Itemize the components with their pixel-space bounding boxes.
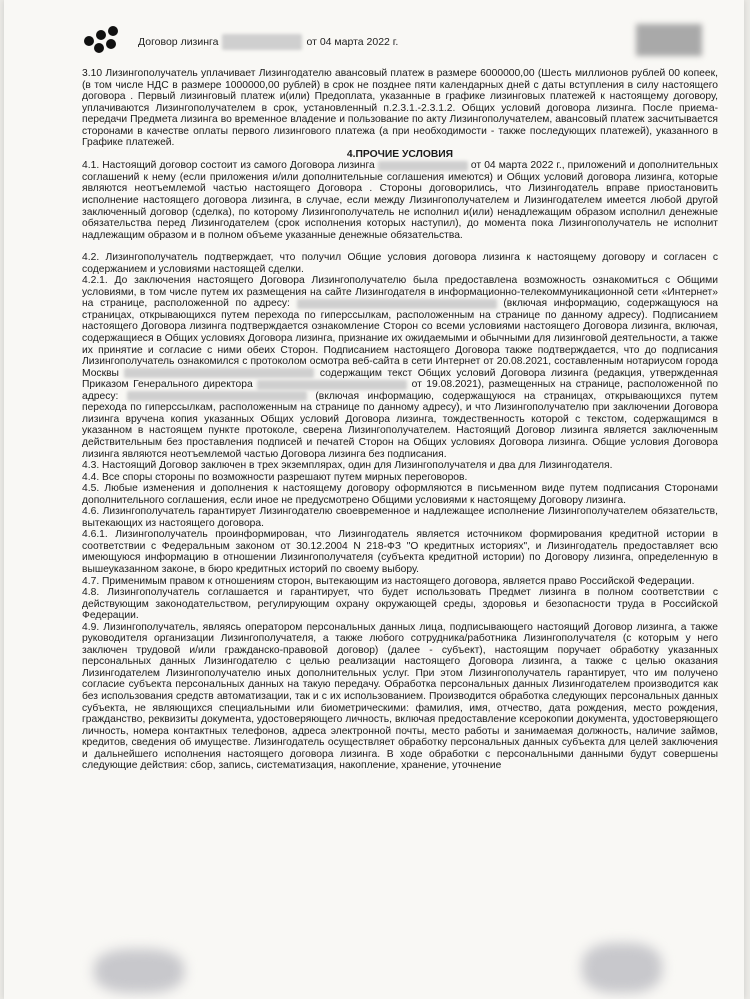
clause-3-10: 3.10 Лизингополучатель уплачивает Лизингодателю авансовый платеж в размере 6000000,00 (Шесть миллионов рублей 00 копеек, (в том числе НДС в размере 1000000,00 рублей) в срок не позднее пяти календарных дней с даты вступления в силу настоящего договора . Первый лизинговый платеж и(или) Предоплата, указанные в графике лизинговых платежей к настоящему договору, уплачиваются Лизингополучателем в срок, установленный п.2.3.1.-2.3.1.2. Общих условий договора лизинга. После приема-передачи Предмета лизинга во временное владение и пользование по акту Лизингополучателем, авансовый платеж засчитывается сторонами в качестве оплаты первого лизингового платежа (а при необходимости - также последующих платежей), указанного в Графике платежей. (82, 68, 718, 149)
document-page (4, 0, 744, 999)
clause-4-1-part-b: от 04 марта 2022 г., приложений и дополнительных соглашений к нему (если приложения и/или дополнительные соглашения имеются) и Общих условий договора лизинга, которые являются неотъемлемой частью настоящего Договора . Стороны договорились, что Лизингодатель вправе приостановить исполнение настоящего договора лизинга, в случае, если между Лизингополучателем и Лизингодателем имеется любой другой заключенный договор (сделка), по которому Лизингополучатель не исполнил и(или) ненадлежащим образом исполнил денежные обязательства перед Лизингодателем (срок исполнения которых наступил), до момента пока Лизингополучатель не исполнит надлежащим образом и в полном объеме указанные денежные обязательства. (82, 160, 718, 241)
redacted-order (257, 380, 407, 390)
clause-4-2-1-part-d: от 19.08.2021), размещенных на странице, расположенной по адресу: (82, 379, 718, 402)
clause-4-6-1: 4.6.1. Лизингополучатель проинформирован, что Лизингодатель является источником формирования кредитной истории в соответствии с Федеральным законом от 30.12.2004 N 218-ФЗ "О кредитных историях", и Лизингодатель предоставляет всю имеющуюся информацию в отношении Лизингополучателя (субъекта кредитной истории) по Договору лизинга, определенную в вышеуказанном законе, в бюро кредитных историй по своему выбору. (82, 529, 718, 575)
section-title: 4.ПРОЧИЕ УСЛОВИЯ (346, 148, 454, 160)
document-body (82, 68, 718, 772)
redacted-text (378, 161, 468, 171)
redacted-stamp (636, 24, 702, 56)
redacted-url (127, 391, 307, 401)
header-doc-label: Договор лизинга (138, 35, 219, 48)
clause-4-2-1-part-e: (включая информацию, содержащуюся на страницах, открывающихся путем перехода по гиперссылкам, расположенным на странице по данному адресу), и что Лизингополучателю при заключении Договора лизинга вручена копия указанных Общих условий Договора лизинга, тождественность которой с текстом, содержащимся в указанном в настоящем пункте протоколе, сверена Лизингополучателем. Настоящий Договор лизинга является заключенным действительным без проставления подписей и печатей Сторон на Общих условиях Договора лизинга. Общие условия Договора лизинга являются неотъемлемой частью Договора лизинга без подписания. (82, 390, 718, 460)
page-header (82, 24, 724, 64)
header-date: от 04 марта 2022 г. (306, 35, 399, 48)
clause-4-6: 4.6. Лизингополучатель гарантирует Лизингодателю своевременное и надлежащее исполнение Лизингополучателем обязательств, вытекающих из настоящего договора. (82, 506, 718, 529)
clause-4-1 (82, 160, 718, 241)
clause-4-2-1-part-a: 4.2.1. До заключения настоящего Договора Лизингополучателю была предоставлена возможность ознакомиться с Общими условиями, в том числе путем их размещения на сайте Лизингодателя в информационно-телекоммуникационной сети «Интернет» на странице, расположенной по адресу: (82, 275, 718, 310)
clause-4-2-1-part-c: содержащим текст Общих условий Договора лизинга (редакция, утвержденная Приказом Генерального директора (82, 367, 718, 391)
clause-4-7: 4.7. Применимым правом к отношениям сторон, вытекающим из настоящего договора, является право Российской Федерации. (82, 575, 695, 587)
redacted-url (297, 299, 497, 309)
clause-4-8: 4.8. Лизингополучатель соглашается и гарантирует, что будет использовать Предмет лизинга в полном соответствии с действующим законодательством, регулирующим охрану окружающей среды, здоровья и безопасности труда в Российской Федерации. (82, 587, 718, 622)
clause-4-1-part-a: 4.1. Настоящий договор состоит из самого Договора лизинга (82, 160, 375, 172)
redacted-notary (124, 368, 314, 378)
redacted-signature-right (582, 943, 662, 993)
clause-4-3: 4.3. Настоящий Договор заключен в трех экземплярах, один для Лизингополучателя и два для Лизингодателя. (82, 460, 613, 472)
clause-4-9: 4.9. Лизингополучатель, являясь оператором персональных данных лица, подписывающего настоящий Договор лизинга, а также руководителя организации Лизингополучателя, а также любого сотрудника/работника Лизингополучателя (с которым у него заключен трудовой и/или гражданско-правовой договор) (далее - субъект), настоящим поручает обработку указанных персональных данных Лизингодателю с целью реализации настоящего Договора лизинга, а также с целью оказания Лизингодателем Лизингополучателю иных дополнительных услуг. При этом Лизингополучатель гарантирует, что им получено согласие субъекта персональных данных на такую передачу. Обработка персональных данных Лизингодателем производится как без использования средств автоматизации, так и с их использованием. Производится обработка следующих персональных данных субъекта, не являющихся специальными или биометрическими: фамилия, имя, отчество, дата рождения, место рождения, гражданство, реквизиты документа, удостоверяющего личность, включая предоставление ксерокопии документа, удостоверяющего личность, номера контактных телефонов, адреса электронной почты, место работы и занимаемая должность, наличие займов, кредитов, сведения об имуществе. Лизингодатель осуществляет обработку персональных данных субъекта для целей заключения и дальнейшего исполнения настоящего договора лизинга. В ходе обработки с персональными данными будут совершены следующие действия: сбор, запись, систематизация, накопление, хранение, уточнение (82, 621, 718, 772)
header-title (138, 34, 398, 50)
clause-4-4: 4.4. Все споры стороны по возможности разрешают путем мирных переговоров. (82, 471, 468, 483)
clause-4-2-1 (82, 275, 718, 460)
page-footer (4, 939, 744, 999)
redacted-signature-left (94, 949, 184, 993)
redacted-contract-number (222, 34, 302, 50)
company-logo (82, 26, 126, 56)
clause-4-2-1-part-b: (включая информацию, содержащуюся на страницах, открывающихся путем перехода по гиперссылкам, расположенным на странице по данному адресу). Подписанием настоящего Договора лизинга подтверждается ознакомление Сторон со всеми условиями настоящего Договора лизинга, включая, содержащиеся в Общих условиях Договора лизинга, признание их ожидаемыми и обычными для лизинговой деятельности, а также их принятие и согласие с ними обеих Сторон. Подписанием настоящего Договора также подтверждается, что до подписания Лизингополучатель ознакомился с протоколом осмотра веб-сайта в сети Интернет от 20.08.2021, составленным нотариусом города Москвы (82, 298, 718, 379)
clause-4-5: 4.5. Любые изменения и дополнения к настоящему договору оформляются в письменном виде путем подписания Сторонами дополнительного соглашения, если иное не предусмотрено Общими условиями к настоящему Договору лизинга. (82, 483, 718, 506)
clause-4-2: 4.2. Лизингополучатель подтверждает, что получил Общие условия договора лизинга к настоящему договору и согласен с содержанием и условиями настоящей сделки. (82, 252, 718, 275)
